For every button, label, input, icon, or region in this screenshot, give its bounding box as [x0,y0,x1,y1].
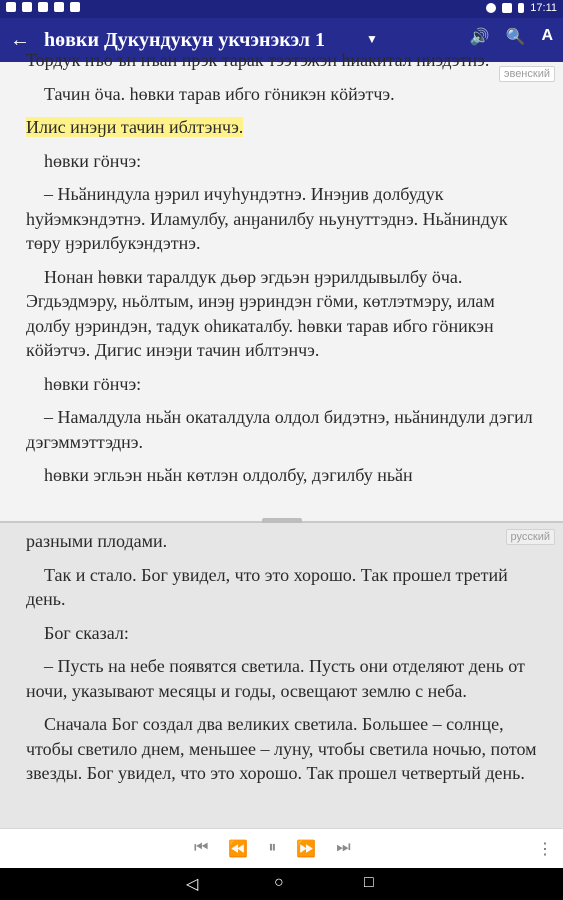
app-bar-actions [470,27,553,47]
search-icon[interactable]: 🔍 [505,29,526,46]
font-size-icon[interactable]: A [541,27,553,44]
page-title[interactable]: һөвки Дукундукун укчэнэкэл 1 [44,29,325,51]
circle-minus-icon [486,3,496,13]
skip-previous-icon[interactable]: ⏮ [194,839,209,856]
skip-next-icon[interactable]: ⏭ [336,839,351,856]
back-triangle-icon[interactable]: ◁ [186,876,199,893]
status-time: 17:11 [530,2,557,14]
notification-icon [6,2,16,12]
paragraph: разными плодами. [26,531,168,551]
pause-icon[interactable]: ⏸ [268,839,277,856]
home-circle-icon[interactable]: ○ [274,874,284,891]
status-right-icons [486,2,557,14]
speaker-icon[interactable]: 🔊 [469,29,490,46]
paragraph: һөвки гӧнчэ: [44,373,142,394]
russian-text [26,529,538,795]
status-left-icons [6,2,80,12]
evenki-text [26,48,538,497]
paragraph: һөвки эгльэн ньӑн көтлэн олдолбу, дэгилбу ньӑн [44,465,413,485]
highlight: Илис инэӈи тачин иблтэнчэ. [26,117,244,137]
status-bar [0,0,563,18]
briefcase-icon [54,2,64,12]
paragraph: Тордук нъо ън нъан прэк тарак тээтэжэн һиакитал ниэдэтнэ. [26,50,490,70]
alert-icon [22,2,32,12]
shield-icon [70,2,80,12]
language-label-evenki: эвенский [499,66,555,82]
battery-icon [518,3,524,13]
caret-down-icon[interactable]: ▼ [366,32,378,46]
playback-buttons [194,839,351,859]
paragraph: Бог сказал: [44,622,129,643]
more-vertical-icon[interactable]: ⋮ [537,841,553,858]
paragraph: Так и стало. Бог увидел, что это хорошо. Так прошел третий день. [26,564,508,609]
navigation-bar [0,868,563,900]
recents-square-icon[interactable]: □ [364,874,374,891]
fast-forward-icon[interactable]: ⏩ [296,841,317,858]
wifi-icon [502,3,512,13]
rewind-icon[interactable]: ⏪ [228,841,249,858]
paragraph-highlighted [26,115,538,140]
paragraph: Сначала Бог создал два великих светила. Большее – солнце, чтобы светило днем, меньшее – луну, чтобы светила ночью, потом звезды. Бог увидел, что это хорошо. Так прошел четвертый день. [26,714,537,783]
image-icon [38,2,48,12]
evenki-pane[interactable] [0,50,563,521]
arrow-left-icon[interactable]: ← [10,29,30,51]
paragraph: – Пусть на небе появятся светила. Пусть они отделяют день от ночи, указывают месяцы и годы, освещают землю с неба. [26,656,525,701]
paragraph: Тачин ӧча. һөвки тарав ибго гӧникэн кӧйэтчэ. [44,83,395,104]
paragraph: – Намалдула ньӑн окаталдула олдол бидэтнэ, ньӑниндули дэгил дэгэммэттэднэ. [26,407,533,452]
paragraph: Нонан һөвки таралдук дьөр эгдьэн ӈэрилдывылбу ӧча. Эгдьэдмэру, ньӧлтым, инэӈ ӈэриндэн гӧми, көтлэтмэру, илам долбу ӈэриндэн, тадук оһикаталбу. һөвки тарав ибго гӧникэн кӧйэтчэ. Дигис инэӈи тачин иблтэнчэ. [26,266,495,360]
paragraph: – Ньӑниндула ӈэрил ичуһундэтнэ. Инэӈив долбудук һуйэмкэндэтнэ. Иламулбу, анӈанилбу ньунуттэднэ. Ньӑниндук төру ӈэрилбукэндэтнэ. [26,184,508,253]
language-label-russian: русский [506,529,555,545]
paragraph: һөвки гӧнчэ: [44,150,142,171]
audio-controls [0,828,563,869]
russian-pane[interactable] [0,523,563,828]
